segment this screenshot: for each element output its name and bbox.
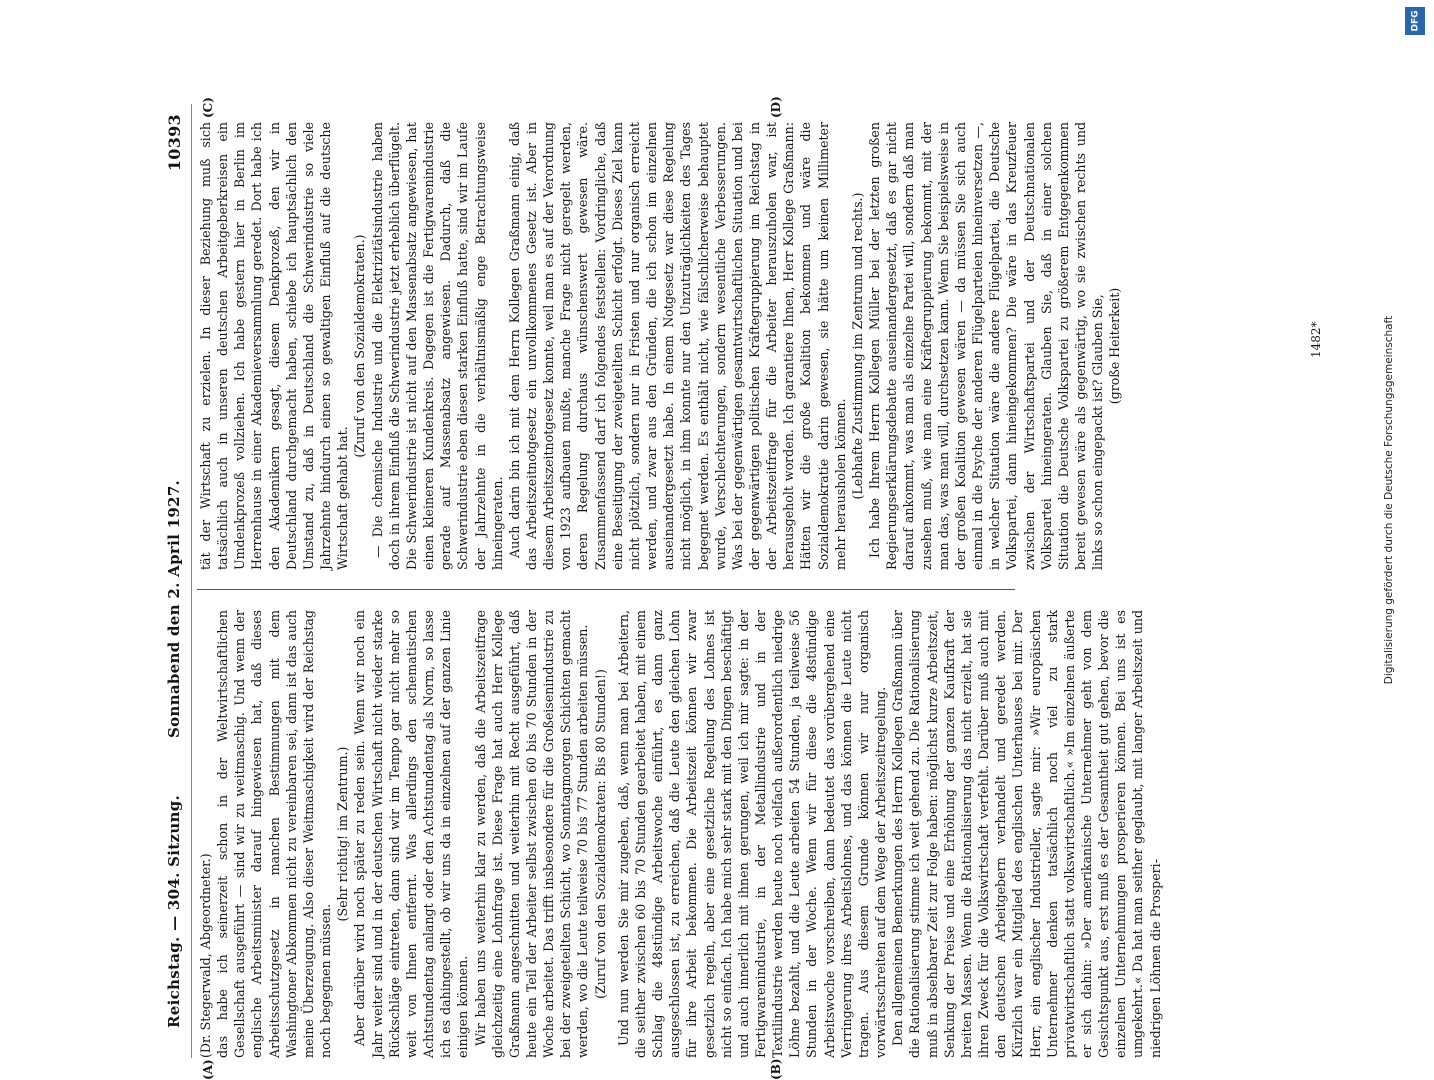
text-column-left	[197, 610, 1164, 1058]
paragraph: Auch darin bin ich mit dem Herrn Kollegen Graßmann einig, daß das Arbeitszeitnotgesetz ein unvollkommenes Gesetz ist. Aber in diesem Arbeitszeitnotgesetz konnte, weil man es auf der Verordnung von 1923 aufbauen mußte, manche Frage nicht geregelt werden, deren Regelung durchaus wünschenswert gewesen wäre. Zusammenfassend darf ich folgendes feststellen: Vordringliche, daß eine Beseitigung der zweigeteilten Schicht erfolgt. Dieses Ziel kann nicht plötzlich, sondern nur in Fristen und nur organisch erreicht werden, und zwar aus den Gründen, die ich schon im einzelnen auseinandergesetzt habe. In einem Notgesetz war diese Regelung nicht möglich, in ihm konnte nur den Unzuträglichkeiten des Tages begegnet werden. Es enthält nicht, wie fälschlicherweise behauptet wurde, Verschlechterungen, sondern wesentliche Verbesserungen. Was bei der gegenwärtigen gesamtwirtschaftlichen Situation und bei der gegenwärtigen politischen Kräftegruppierung im Reichstag in der Arbeitszeitfrage für die Arbeiter herauszuholen war, ist herausgeholt worden. Ich garantiere Ihnen, Herr Kollege Graßmann: Hätten wir die große Koalition bekommen und wäre die Sozialdemokratie darin gewesen, sie hätte um keinen Millimeter mehr herausholen können.	[506, 122, 849, 570]
margin-marker-b: (B)	[769, 1059, 783, 1080]
margin-marker-d: (D)	[769, 96, 783, 118]
paragraph: tät der Wirtschaft zu erzielen. In dieser Beziehung muß sich tatsächlich auch in unseren deutschen Arbeitgeberkreisen ein Umdenkprozeß vollziehen. Ich habe gestern hier in Berlin im Herrenhause in einer Akademieversammlung geredet. Dort habe ich den Akademikern gesagt, diesem Denkprozeß, den wir in Deutschland durchgemacht haben, schiebe ich hauptsächlich den Umstand zu, daß in Deutschland die Schwerindustrie so viele Jahrzehnte hindurch einen so gewaltigen Einfluß auf die deutsche Wirtschaft gehabt hat.	[197, 122, 351, 570]
margin-marker-a: (A)	[201, 1059, 215, 1080]
sheet-number: 1482*	[1309, 321, 1323, 358]
header-page-number: 10393	[165, 114, 184, 171]
paragraph: Aber darüber wird noch später zu reden sein. Wenn wir noch ein Jahr weiter sind und in der deutschen Wirtschaft nicht wieder starke Rückschläge eintreten, dann sind wir im Tempo gar nicht mehr so weit von Ihnen entfernt. Was allerdings den schematischen Achtstundentag anlangt oder den Achtstundentag als Norm, so lasse ich es dahingestellt, ob wir uns da in einzelnen auf der ganzen Linie einigen können.	[351, 610, 471, 1058]
interjection: (Lebhafte Zustimmung im Zentrum und rechts.)	[849, 122, 866, 570]
paragraph: Ich habe Ihrem Herrn Kollegen Müller bei der letzten großen Regierungserklärungsdebatte auseinandergesetzt, daß es gar nicht darauf ankommt, was man als einzelne Partei will, sondern daß man zusehen muß, wie man eine Kräftegruppierung bekommt, mit der man das, was man will, durchsetzen kann. Wenn Sie beispielsweise in der großen Koalition gewesen wären — da müssen Sie sich auch einmal in die Psyche der anderen Flügelparteien hineinversetzen —, in welcher Situation wäre die andere Flügelpartei, die Deutsche Volkspartei, dann hineingekommen? Die wäre in das Kreuzfeuer zwischen der Wirtschaftspartei und der Deutschnationalen Volkspartei hineingeraten. Glauben Sie, daß in einer solchen Situation die Deutsche Volkspartei zu größerem Entgegenkommen bereit gewesen wäre als gegenwärtig, wo sie zwischen rechts und links so schon eingepackt ist? Glauben Sie,	[866, 122, 1106, 570]
paragraph: das habe ich seinerzeit schon in der Weltwirtschaftlichen Gesellschaft ausgeführt — sind wir zu weitmaschig. Und wenn der englische Arbeitsminister darauf hingewiesen hat, daß dieses Arbeitsschutzgesetz in manchen Bestimmungen mit dem Washingtoner Abkommen nicht zu vereinbaren sei, dann ist das auch meine Überzeugung. Also dieser Weitmaschigkeit wird der Reichstag noch begegnen müssen.	[214, 610, 334, 1058]
text-column-right	[197, 122, 1123, 570]
interjection: (Sehr richtig! im Zentrum.)	[334, 610, 351, 1058]
header-date: Sonnabend den 2. April 1927.	[165, 480, 183, 738]
header-session: Reichstag. — 304. Sitzung.	[165, 795, 183, 1028]
paragraph: Und nun werden Sie mir zugeben, daß, wenn man bei Arbeitern, die seither zwischen 60 bis 70 Stunden gearbeitet haben, mit einem Schlag die 48stündige Arbeitswoche einführt, es dann ganz ausgeschlossen ist, zu erreichen, daß die Leute den gleichen Lohn für ihre Arbeit bekommen. Die Arbeitszeit können wir zwar gesetzlich regeln, aber eine gesetzliche Regelung des Lohnes ist nicht so einfach. Ich habe mich sehr stark mit den Dingen beschäftigt und auch innerlich mit ihnen gerungen, weil ich mir sagte: in der Fertigwarenindustrie, in der Metallindustrie und in der Textilindustrie werden heute noch vielfach außerordentlich niedrige Löhne bezahlt, und die Leute arbeiten 54 Stunden, ja teilweise 56 Stunden in der Woche. Wenn wir für diese die 48stündige Arbeitswoche vorschreiben, dann bedeutet das vorübergehend eine Verringerung ihres Arbeitslohnes, und das können die Leute nicht tragen. Aus diesem Grunde können wir nur organisch vorwärtsschreiten auf dem Wege der Arbeitszeitregelung.	[615, 610, 890, 1058]
dfg-logo-text: DFG	[1410, 10, 1420, 31]
dfg-logo	[1405, 7, 1425, 35]
speaker-line: (Dr. Stegerwald, Abgeordneter.)	[197, 610, 214, 1058]
paragraph: Den allgemeinen Bemerkungen des Herrn Kollegen Graßmann über die Rationalisierung stimme ich weit gehend zu. Die Rationalisierung muß in absehbarer Zeit zur Folge haben: möglichst kurze Arbeitszeit, Senkung der Preise und eine Erhöhung der ganzen Kaufkraft der breiten Massen. Wenn die Rationalisierung das nicht erzielt, hat sie ihren Zweck für die Volkswirtschaft verfehlt. Darüber muß auch mit den deutschen Arbeitgebern verhandelt und geredet werden. Kürzlich war ein Mitglied des englischen Unterhauses bei mir. Der Herr, ein englischer Industrieller, sagte mir: »Wir europäischen Unternehmer denken tatsächlich noch viel zu stark privatwirtschaftlich statt volkswirtschaftlich.« »Im einzelnen äußerte er sich dahin: »Der amerikanische Unternehmer geht von dem Gesichtspunkt aus, erst muß es der Gesamtheit gut gehen, bevor die einzelnen Unternehmungen prosperieren können. Bei uns ist es umgekehrt.« Da hat man seither geglaubt, mit langer Arbeitszeit und niedrigen Löhnen die Prosperi-	[889, 610, 1164, 1058]
interjection: (Zuruf von den Sozialdemokraten: Bis 80 Stunden!)	[592, 610, 609, 1058]
margin-marker-c: (C)	[201, 97, 215, 118]
page-header	[157, 104, 193, 1058]
digitization-credit: Digitalisierung gefördert durch die Deutsche Forschungsgemeinschaft	[1383, 316, 1395, 684]
rotated-page	[157, 104, 1405, 1058]
paragraph: — Die chemische Industrie und die Elektrizitätsindustrie haben doch in ihrem Einfluß die Schwerindustrie jetzt erheblich überflügelt. Die Schwerindustrie ist nicht auf den Massenabsatz angewiesen, hat einen kleineren Kundenkreis. Dagegen ist die Fertigwarenindustrie gerade auf Massenabsatz angewiesen. Dadurch, daß die Schwerindustrie eben diesen starken Einfluß hatte, sind wir im Laufe der Jahrzehnte in die verhältnismäßig enge Betrachtungsweise hineingeraten.	[369, 122, 506, 570]
column-divider	[197, 589, 1015, 590]
interjection: (Zuruf von den Sozialdemokraten.)	[351, 122, 368, 570]
interjection: (große Heiterkeit)	[1106, 122, 1123, 570]
paragraph: Wir haben uns weiterhin klar zu werden, daß die Arbeitszeitfrage gleichzeitig eine Lohnfrage ist. Diese Frage hat auch Herr Kollege Graßmann angeschnitten und weiterhin mit Recht ausgeführt, daß heute ein Teil der Arbeiter selbst zwischen 60 bis 70 Stunden in der Woche arbeitet. Das trifft insbesondere für die Großeisenindustrie zu bei der zweigeteilten Schicht, wo Sonntagmorgen Schichten gemacht werden, wo die Leute teilweise 70 bis 77 Stunden arbeiten müssen.	[472, 610, 592, 1058]
header-rule	[191, 104, 192, 1058]
